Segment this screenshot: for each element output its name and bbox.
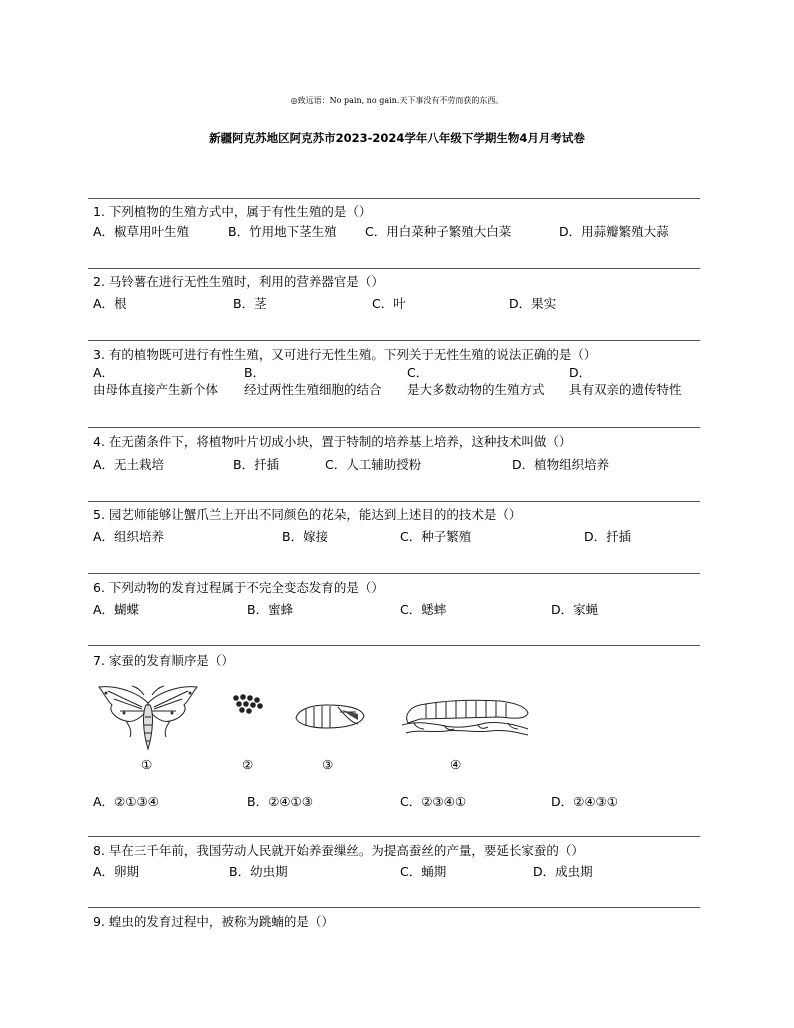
q5-option-c: C．种子繁殖 (400, 529, 472, 544)
q2-option-c: C．叶 (372, 296, 406, 311)
q5-option-b: B．嫁接 (282, 529, 329, 544)
figure-label-3: ③ (322, 757, 334, 772)
q3-option-d-body: 具有双亲的遗传特性 (569, 382, 682, 397)
figure-label-4: ④ (450, 757, 462, 772)
silkworm-eggs-illustration (230, 692, 266, 716)
q8-option-c: C．蛹期 (400, 864, 447, 879)
q3-option-b-body: 经过两性生殖细胞的结合 (244, 382, 382, 397)
figure-label-2: ② (242, 757, 254, 772)
question-8-text: 8. 早在三千年前，我国劳动人民就开始养蚕缫丝。为提高蚕丝的产量，要延长家蚕的（） (93, 843, 584, 858)
question-6-text: 6. 下列动物的发育过程属于不完全变态发育的是（） (93, 580, 384, 595)
q7-option-a: A．②①③④ (93, 794, 159, 809)
question-4-text: 4. 在无菌条件下，将植物叶片切成小块，置于特制的培养基上培养，这种技术叫做（） (93, 434, 572, 449)
question-divider (88, 501, 700, 502)
q4-option-a: A．无土栽培 (93, 457, 165, 472)
q6-option-d: D．家蝇 (551, 602, 599, 617)
figure-label-1: ① (141, 757, 153, 772)
q2-option-a: A．根 (93, 296, 127, 311)
q3-option-c-body: 是大多数动物的生殖方式 (407, 382, 545, 397)
q3-option-d-letter: D． (569, 365, 592, 380)
question-divider (88, 427, 700, 428)
q8-option-b: B．幼虫期 (229, 864, 288, 879)
q5-option-a: A．组织培养 (93, 529, 165, 544)
q3-option-c-letter: C． (407, 365, 429, 380)
q8-option-d: D．成虫期 (533, 864, 593, 879)
question-9-text: 9. 蝗虫的发育过程中，被称为跳蝻的是（） (93, 914, 334, 929)
q3-option-b (244, 364, 382, 398)
q3-option-c (407, 364, 545, 398)
q1-option-d: D．用蒜瓣繁殖大蒜 (559, 224, 669, 239)
q3-option-a-body: 由母体直接产生新个体 (93, 382, 219, 397)
question-divider (88, 573, 700, 574)
q3-option-b-letter: B． (244, 365, 266, 380)
question-divider (88, 198, 700, 199)
silkworm-pupa-illustration (292, 700, 368, 732)
q6-option-b: B．蜜蜂 (247, 602, 294, 617)
q7-option-b: B．②④①③ (247, 794, 313, 809)
q4-option-d: D．植物组织培养 (512, 457, 610, 472)
q2-option-d: D．果实 (509, 296, 557, 311)
question-1-text: 1. 下列植物的生殖方式中，属于有性生殖的是（） (93, 204, 372, 219)
q3-option-a-letter: A． (93, 365, 115, 380)
q6-option-a: A．蝴蝶 (93, 602, 140, 617)
question-divider (88, 340, 700, 341)
question-divider (88, 836, 700, 837)
question-7-text: 7. 家蚕的发育顺序是（） (93, 653, 234, 668)
header-motto: ◎致远语：No pain, no gain.天下事没有不劳而获的东西。 (290, 96, 504, 105)
question-divider (88, 645, 700, 646)
q3-option-d (569, 364, 682, 398)
q1-option-b: B．竹用地下茎生殖 (228, 224, 337, 239)
silkworm-larva-illustration (400, 693, 532, 741)
q1-option-c: C．用白菜种子繁殖大白菜 (365, 224, 512, 239)
q8-option-a: A．卵期 (93, 864, 140, 879)
silkworm-moth-illustration (96, 683, 200, 755)
question-divider (88, 268, 700, 269)
q7-option-c: C．②③④① (400, 794, 467, 809)
question-3-text: 3. 有的植物既可进行有性生殖，又可进行无性生殖。下列关于无性生殖的说法正确的是（） (93, 347, 597, 362)
q5-option-d: D．扦插 (584, 529, 632, 544)
question-divider (88, 907, 700, 908)
q3-option-a (93, 364, 218, 398)
exam-title: 新疆阿克苏地区阿克苏市2023-2024学年八年级下学期生物4月月考试卷 (209, 131, 585, 145)
q6-option-c: C．蟋蟀 (400, 602, 447, 617)
q2-option-b: B．茎 (233, 296, 267, 311)
q4-option-c: C．人工辅助授粉 (325, 457, 422, 472)
question-2-text: 2. 马铃薯在进行无性生殖时，利用的营养器官是（） (93, 274, 384, 289)
q7-option-d: D．②④③① (551, 794, 618, 809)
q1-option-a: A．椒草用叶生殖 (93, 224, 190, 239)
q4-option-b: B．扦插 (233, 457, 280, 472)
question-5-text: 5. 园艺师能够让蟹爪兰上开出不同颜色的花朵，能达到上述目的的技术是（） (93, 507, 522, 522)
